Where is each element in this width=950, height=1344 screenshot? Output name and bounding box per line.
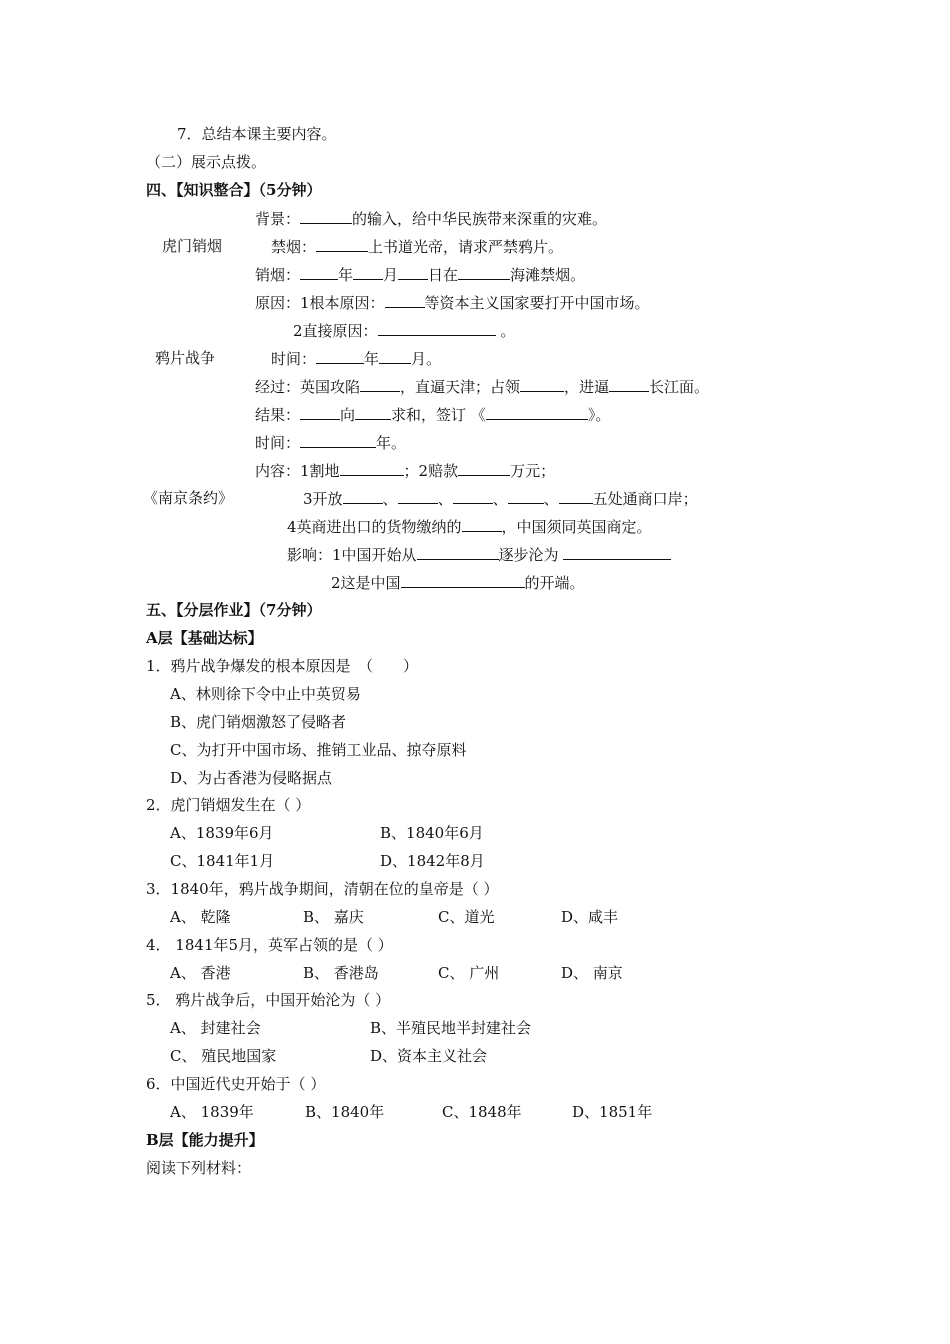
question-4: 4． 1841年5月，英军占领的是（ ） [146,936,393,954]
blank [563,544,671,560]
q1-option-b: B、虎门销烟激怒了侵略者 [170,713,347,731]
outline-impact-2: 2这是中国 的开端。 [331,574,585,592]
outline-time-2: 时间： 年。 [255,434,407,452]
q4-option-a: A、 香港 [170,964,231,982]
q6-option-c: C、1848年 [442,1103,522,1121]
blank [316,348,364,364]
outline-burn: 销烟： 年 月 日在 海滩禁烟。 [255,266,586,284]
blank [343,488,383,504]
question-5: 5． 鸦片战争后，中国开始沦为（ ） [146,991,391,1009]
q6-option-b: B、1840年 [305,1103,385,1121]
blank [398,488,438,504]
blank [417,544,499,560]
q3-option-c: C、道光 [438,908,495,926]
outline-cause-2: 2直接原因： 。 [293,322,516,340]
question-3: 3．1840年，鸦片战争期间，清朝在位的皇帝是（ ） [146,880,499,898]
section-heading-homework: 五、【分层作业】（7分钟） [146,601,322,619]
q4-option-c: C、 广州 [438,964,500,982]
blank [559,488,593,504]
outline-result: 结果： 向 求和，签订 《 》。 [255,406,611,424]
blank [462,516,502,532]
blank [453,488,493,504]
blank [398,264,428,280]
q2-option-c: C、1841年1月 [170,852,275,870]
q3-option-a: A、 乾隆 [170,908,231,926]
q2-option-d: D、1842年8月 [380,852,485,870]
q3-option-b: B、 嘉庆 [303,908,364,926]
blank [486,404,588,420]
outline-ban: 禁烟： 上书道光帝，请求严禁鸦片。 [271,238,564,256]
blank [360,376,400,392]
q5-option-c: C、 殖民地国家 [170,1047,277,1065]
outline-time-1: 时间： 年 月。 [271,350,442,368]
label-humen: 虎门销烟 [162,237,223,255]
blank [379,348,411,364]
q1-option-a: A、林则徐下令中止中英贸易 [170,685,361,703]
outline-cause-1: 原因：1根本原因： 等资本主义国家要打开中国市场。 [255,294,650,312]
q3-option-d: D、咸丰 [561,908,619,926]
q2-option-b: B、1840年6月 [380,824,484,842]
blank [458,460,510,476]
label-opium-war: 鸦片战争 [155,349,216,367]
layer-b-heading: B层【能力提升】 [146,1131,264,1149]
q4-option-d: D、 南京 [561,964,623,982]
q1-option-c: C、为打开中国市场、推销工业品、掠夺原料 [170,741,467,759]
blank [458,264,510,280]
outline-tariff: 4英商进出口的货物缴纳的 ，中国须同英国商定。 [287,518,652,536]
q2-option-a: A、1839年6月 [170,824,274,842]
blank [378,320,496,336]
q4-option-b: B、 香港岛 [303,964,379,982]
q5-option-a: A、 封建社会 [170,1019,261,1037]
sub-heading-display: （二）展示点拨。 [146,153,267,171]
layer-a-heading: A层【基础达标】 [146,629,263,647]
blank [385,292,425,308]
q1-option-d: D、为占香港为侵略据点 [170,769,333,787]
section-heading-knowledge: 四、【知识整合】（5分钟） [146,181,322,199]
outline-course: 经过：英国攻陷 ，直逼天津；占领 ，进逼 长江面。 [255,378,710,396]
blank [401,572,525,588]
outline-impact-1: 影响：1中国开始从 逐步沦为 [287,544,671,565]
outline-background: 背景： 的输入，给中华民族带来深重的灾难。 [255,210,608,228]
q5-option-d: D、资本主义社会 [370,1047,488,1065]
label-nanjing-treaty: 《南京条约》 [143,489,234,507]
blank [520,376,564,392]
step-7-summary: 7．总结本课主要内容。 [177,125,337,143]
question-2: 2．虎门销烟发生在（ ） [146,796,311,814]
outline-content: 内容：1割地 ；2赔款 万元； [255,462,556,480]
blank [300,432,376,448]
blank [353,264,383,280]
blank [340,460,404,476]
question-1: 1．鸦片战争爆发的根本原因是 （ ） [146,657,419,675]
blank [316,236,368,252]
outline-open-ports: 3开放 、 、 、 、 五处通商口岸； [303,490,698,508]
q6-option-d: D、1851年 [572,1103,653,1121]
blank [355,404,391,420]
blank [508,488,544,504]
reading-prompt: 阅读下列材料： [146,1159,252,1177]
blank [609,376,649,392]
question-6: 6．中国近代史开始于（ ） [146,1075,326,1093]
blank [300,208,352,224]
blank [300,404,340,420]
blank [300,264,338,280]
q5-option-b: B、半殖民地半封建社会 [370,1019,532,1037]
q6-option-a: A、 1839年 [170,1103,254,1121]
